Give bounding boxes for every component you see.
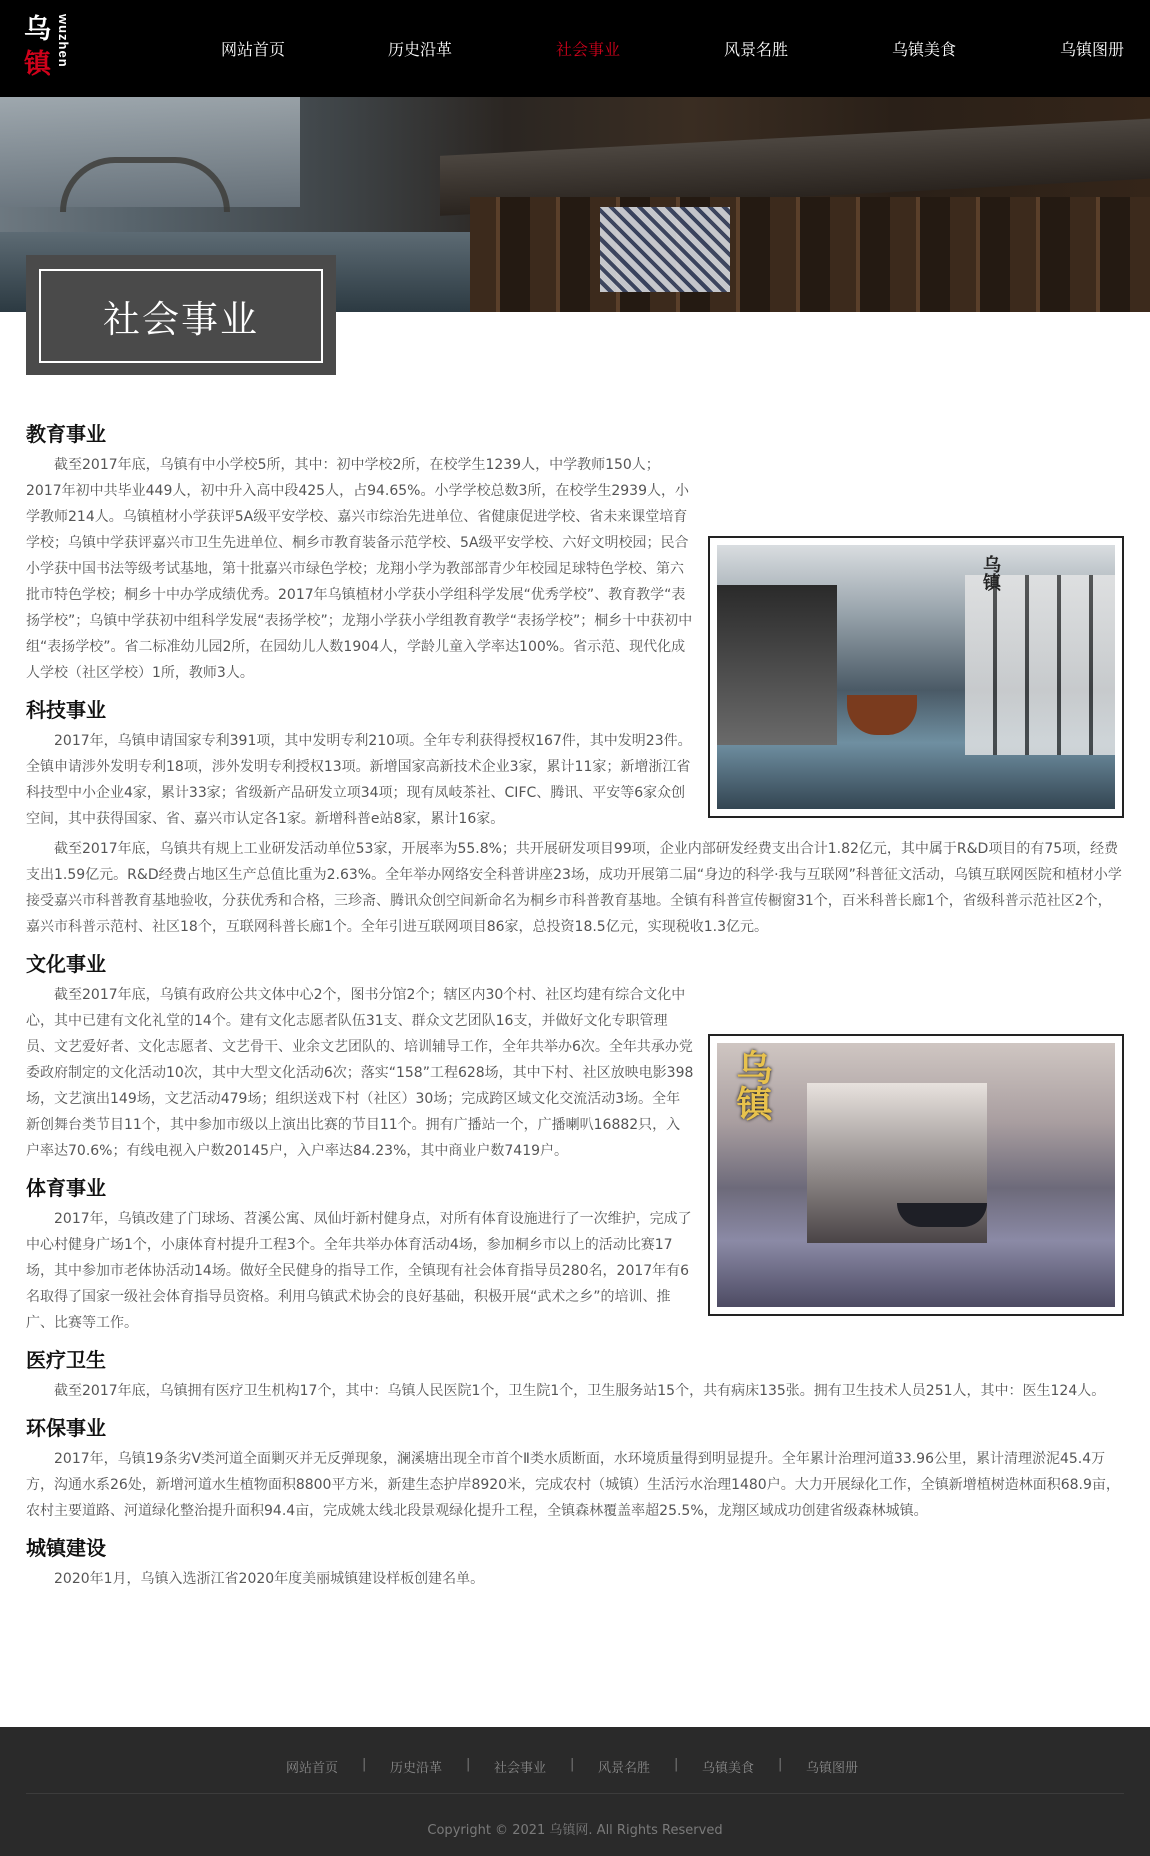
section-text-tech-2: 截至2017年底，乌镇共有规上工业研发活动单位53家，开展率为55.8%；共开展研发项目99项，企业内部研发经费支出合计1.82亿元，其中属于R&D项目的有75项，经费支出1.59亿元。R&D经费占地区生产总值比重为2.63%。全年举办网络安全科普讲座23场，成功开展第二届“身边的科学·我与互联网”科普征文活动，乌镇互联网医院和植材小学接受嘉兴市科普教育基地验收，分获优秀和合格，三珍斋、腾讯众创空间新命名为桐乡市科普教育基地。全镇有科普宣传橱窗31个，百米科普长廊1个，省级科普示范社区2个，嘉兴市科普示范村、社区18个，互联网科普长廊1个。全年引进互联网项目86家，总投资18.5亿元，实现税收1.3亿元。	[26, 841, 1122, 935]
logo-char-top: 乌	[24, 14, 51, 45]
photo1-house-right	[965, 575, 1115, 755]
section-heading-sports: 体育事业	[26, 1176, 106, 1200]
logo-en: wuzhen	[56, 14, 71, 68]
footer	[0, 1727, 1150, 1856]
section-heading-environment: 环保事业	[26, 1416, 106, 1440]
photo-canal-boat	[717, 545, 1115, 809]
section-text-sports: 2017年，乌镇改建了门球场、苕溪公寓、凤仙圩新村健身点，对所有体育设施进行了一次维护，完成了中心村健身广场1个，小康体育村提升工程3个。全年共举办体育活动4场，参加桐乡市以上的活动比赛17场，其中参加市老体协活动14场。做好全民健身的指导工作，全镇现有社会体育指导员280名，2017年有6名取得了国家一级社会体育指导员资格。利用乌镇武术协会的良好基础，积极开展“武术之乡”的培训、推广、比赛等工作。	[26, 1211, 692, 1331]
nav-social[interactable]: 社会事业	[556, 40, 621, 59]
main-content	[0, 312, 1150, 1592]
section-text-environment: 2017年，乌镇19条劣V类河道全面剿灭并无反弹现象，澜溪塘出现全市首个Ⅱ类水质断面，水环境质量得到明显提升。全年累计治理河道33.96公里，累计清理淤泥45.4万方，沟通水系26处，新增河道水生植物面积8800平方米，新建生态护岸8920米，完成农村（城镇）生活污水治理1480户。大力开展绿化工作，全镇新增植树造林面积68.9亩，农村主要道路、河道绿化整治提升面积94.4亩，完成姚太线北段景观绿化提升工程，全镇森林覆盖率超25.5%，龙翔区域成功创建省级森林城镇。	[26, 1451, 1120, 1519]
footer-separator: |	[778, 1757, 783, 1772]
section-text-health: 截至2017年底，乌镇拥有医疗卫生机构17个，其中：乌镇人民医院1个，卫生院1个，卫生服务站15个，共有病床135张。拥有卫生技术人员251人，其中：医生124人。	[54, 1383, 1106, 1399]
section-text-education: 截至2017年底，乌镇有中小学校5所，其中：初中学校2所，在校学生1239人，中学教师150人；2017年初中共毕业449人，初中升入高中段425人，占94.65%。小学学校总数3所，在校学生2939人，小学教师214人。乌镇植材小学获评5A级平安学校、嘉兴市综治先进单位、省健康促进学校、省未来课堂培育学校；乌镇中学获评嘉兴市卫生先进单位、桐乡市教育装备示范学校、5A级平安学校、六好文明校园；民合小学获中国书法等级考试基地，第十批嘉兴市绿色学校；龙翔小学为教部部青少年校园足球特色学校、第六批市特色学校；桐乡十中办学成绩优秀。2017年乌镇植材小学获小学组科学发展“优秀学校”、教育教学“表扬学校”；乌镇中学获初中组科学发展“表扬学校”；龙翔小学获小学组教育教学“表扬学校”；桐乡十中获初中组“表扬学校”。省二标准幼儿园2所，在园幼儿人数1904人，学龄儿童入学率达100%。省示范、现代化成人学校（社区学校）1所，教师3人。	[26, 457, 693, 681]
footer-nav-gallery[interactable]: 乌镇图册	[806, 1761, 859, 1776]
nav-home[interactable]: 网站首页	[221, 40, 286, 59]
banner-curtain	[600, 207, 730, 292]
footer-nav-social[interactable]: 社会事业	[494, 1761, 547, 1776]
nav-history[interactable]: 历史沿革	[388, 40, 453, 59]
photo1-calligraphy: 乌镇	[980, 555, 1001, 591]
section-heading-tech: 科技事业	[26, 698, 106, 722]
section-heading-education: 教育事业	[26, 422, 106, 446]
photo1-boat	[847, 695, 917, 735]
footer-separator: |	[362, 1757, 367, 1772]
section-heading-construction: 城镇建设	[26, 1536, 106, 1560]
main-nav	[0, 0, 1150, 97]
photo-frame-1	[708, 536, 1124, 818]
nav-scenery[interactable]: 风景名胜	[724, 40, 789, 59]
photo2-calligraphy: 乌镇	[731, 1049, 773, 1121]
footer-divider	[26, 1793, 1124, 1794]
footer-nav-scenery[interactable]: 风景名胜	[598, 1761, 651, 1776]
footer-separator: |	[674, 1757, 679, 1772]
top-header	[0, 0, 1150, 97]
banner-bridge	[60, 157, 230, 212]
footer-separator: |	[570, 1757, 575, 1772]
copyright-text: Copyright © 2021 乌镇网. All Rights Reserved	[427, 1823, 723, 1838]
section-text-construction: 2020年1月，乌镇入选浙江省2020年度美丽城镇建设样板创建名单。	[54, 1571, 485, 1587]
logo-char-bottom: 镇	[24, 49, 51, 80]
photo-frame-2	[708, 1034, 1124, 1316]
section-text-tech-1: 2017年，乌镇申请国家专利391项，其中发明专利210项。全年专利获得授权167件，其中发明23件。全镇申请涉外发明专利18项，涉外发明专利授权13项。新增国家高新技术企业3家，累计11家；新增浙江省科技型中小企业4家，累计33家；省级新产品研发立项34项；现有凤岐茶社、CIFC、腾讯、平安等6家众创空间，其中获得国家、省、嘉兴市认定各1家。新增科普e站8家，累计16家。	[26, 733, 692, 827]
footer-nav	[0, 1727, 1150, 1797]
photo1-house-left	[717, 585, 837, 745]
photo2-boat	[897, 1203, 987, 1227]
nav-food[interactable]: 乌镇美食	[892, 40, 957, 59]
photo-canal-rower	[717, 1043, 1115, 1307]
section-text-culture: 截至2017年底，乌镇有政府公共文体中心2个，图书分馆2个；辖区内30个村、社区均建有综合文化中心，其中已建有文化礼堂的14个。建有文化志愿者队伍31支、群众文艺团队16支，并做好文化专职管理员、文艺爱好者、文化志愿者、文艺骨干、业余文艺团队的、培训辅导工作，全年共举办6次。全年共承办党委政府制定的文化活动10次，其中大型文化活动6次；落实“158”工程628场，其中下村、社区放映电影398场，文艺演出149场，文艺活动479场；组织送戏下村（社区）30场；完成跨区域文化交流活动3场。全年新创舞台类节目11个，其中参加市级以上演出比赛的节目11个。拥有广播站一个，广播喇叭16882只，入户率达70.6%；有线电视入户数20145户，入户率达84.23%，其中商业户数7419户。	[26, 987, 694, 1159]
banner-house	[470, 197, 1150, 312]
section-heading-culture: 文化事业	[26, 952, 106, 976]
section-heading-health: 医疗卫生	[26, 1348, 106, 1372]
nav-gallery[interactable]: 乌镇图册	[1060, 40, 1125, 59]
footer-nav-food[interactable]: 乌镇美食	[702, 1761, 755, 1776]
footer-separator: |	[466, 1757, 471, 1772]
page-title: 社会事业	[39, 269, 323, 363]
footer-nav-history[interactable]: 历史沿革	[390, 1761, 443, 1776]
footer-nav-home[interactable]: 网站首页	[286, 1761, 339, 1776]
